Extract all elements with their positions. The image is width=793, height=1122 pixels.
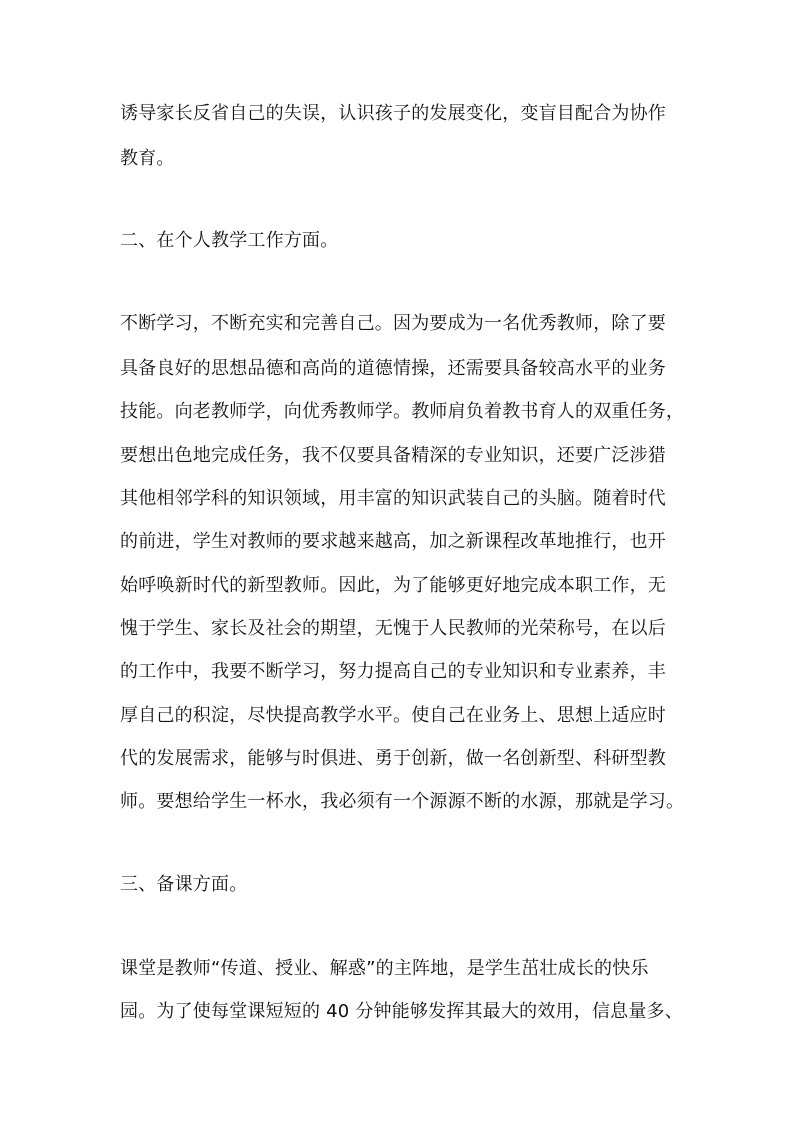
section-heading: 三、备课方面。	[120, 874, 248, 895]
paragraph-line: 教育。	[120, 148, 175, 169]
paragraph-line: 厚自己的积淀，尽快提高教学水平。使自己在业务上、思想上适应时	[120, 705, 666, 726]
paragraph-line: 的工作中，我要不断学习，努力提高自己的专业知识和专业素养，丰	[120, 661, 666, 682]
paragraph-line: 的前进，学生对教师的要求越来越高，加之新课程改革地推行，也开	[120, 531, 666, 552]
paragraph-line: 要想出色地完成任务，我不仅要具备精深的专业知识，还要广泛涉猎	[120, 445, 666, 466]
paragraph-line: 园。为了使每堂课短短的 40 分钟能够发挥其最大的效用，信息量多、	[120, 1001, 683, 1022]
paragraph-line: 代的发展需求，能够与时俱进、勇于创新，做一名创新型、科研型教	[120, 748, 666, 769]
paragraph-line: 诱导家长反省自己的失误，认识孩子的发展变化，变盲目配合为协作	[120, 103, 666, 124]
paragraph-line: 愧于学生、家长及社会的期望，无愧于人民教师的光荣称号，在以后	[120, 618, 666, 639]
paragraph-line: 课堂是教师“传道、授业、解惑”的主阵地，是学生茁壮成长的快乐	[120, 958, 649, 979]
paragraph-line: 师。要想给学生一杯水，我必须有一个源源不断的水源，那就是学习。	[120, 791, 685, 812]
paragraph-line: 始呼唤新时代的新型教师。因此，为了能够更好地完成本职工作，无	[120, 575, 666, 596]
paragraph-line: 具备良好的思想品德和高尚的道德情操，还需要具备较高水平的业务	[120, 358, 666, 379]
paragraph-line: 其他相邻学科的知识领域，用丰富的知识武装自己的头脑。随着时代	[120, 488, 666, 509]
paragraph-line: 不断学习，不断充实和完善自己。因为要成为一名优秀教师，除了要	[120, 313, 666, 334]
section-heading: 二、在个人教学工作方面。	[120, 230, 339, 251]
paragraph-line: 技能。向老教师学，向优秀教师学。教师肩负着教书育人的双重任务，	[120, 401, 685, 422]
